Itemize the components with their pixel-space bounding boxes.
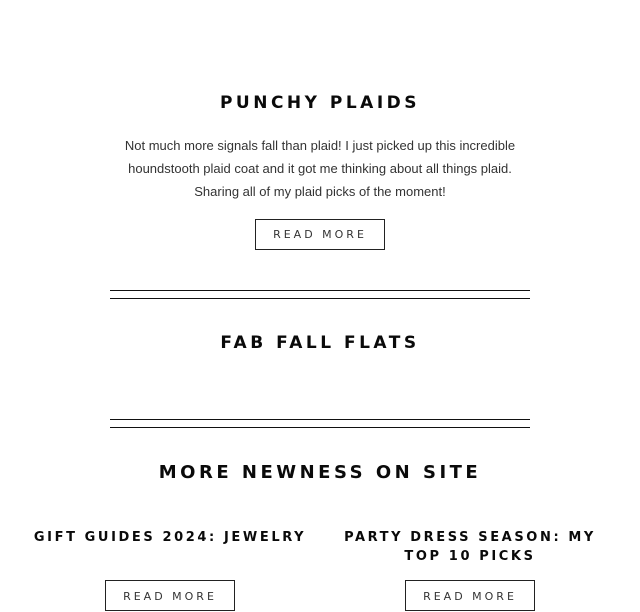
section-heading: MORE NEWNESS ON SITE	[158, 462, 482, 483]
excerpt-line: houndstooth plaid coat and it got me thinking about all things plaid.	[128, 161, 512, 176]
section-divider	[110, 419, 530, 428]
read-more-wrapper	[0, 219, 640, 250]
more-newness-section	[0, 462, 640, 483]
grid-post-gift-guides	[30, 528, 310, 547]
grid-read-more-wrapper	[105, 580, 235, 611]
grid-post-title[interactable]: GIFT GUIDES 2024: JEWELRY	[33, 530, 307, 545]
read-more-button[interactable]: READ MORE	[105, 580, 235, 611]
post-fab-fall-flats	[0, 333, 640, 353]
section-divider	[110, 290, 530, 299]
grid-post-title[interactable]: PARTY DRESS SEASON: MY TOP 10 PICKS	[344, 530, 596, 564]
excerpt-line: Sharing all of my plaid picks of the moment!	[194, 184, 446, 199]
post-title[interactable]: PUNCHY PLAIDS	[219, 93, 421, 113]
post-title[interactable]: FAB FALL FLATS	[220, 333, 420, 353]
read-more-button[interactable]: READ MORE	[255, 219, 385, 250]
post-excerpt	[0, 134, 640, 203]
grid-read-more-wrapper	[405, 580, 535, 611]
post-punchy-plaids	[0, 93, 640, 113]
read-more-button[interactable]: READ MORE	[405, 580, 535, 611]
grid-post-party-dress	[330, 528, 610, 566]
excerpt-line: Not much more signals fall than plaid! I just picked up this incredible	[124, 138, 516, 153]
